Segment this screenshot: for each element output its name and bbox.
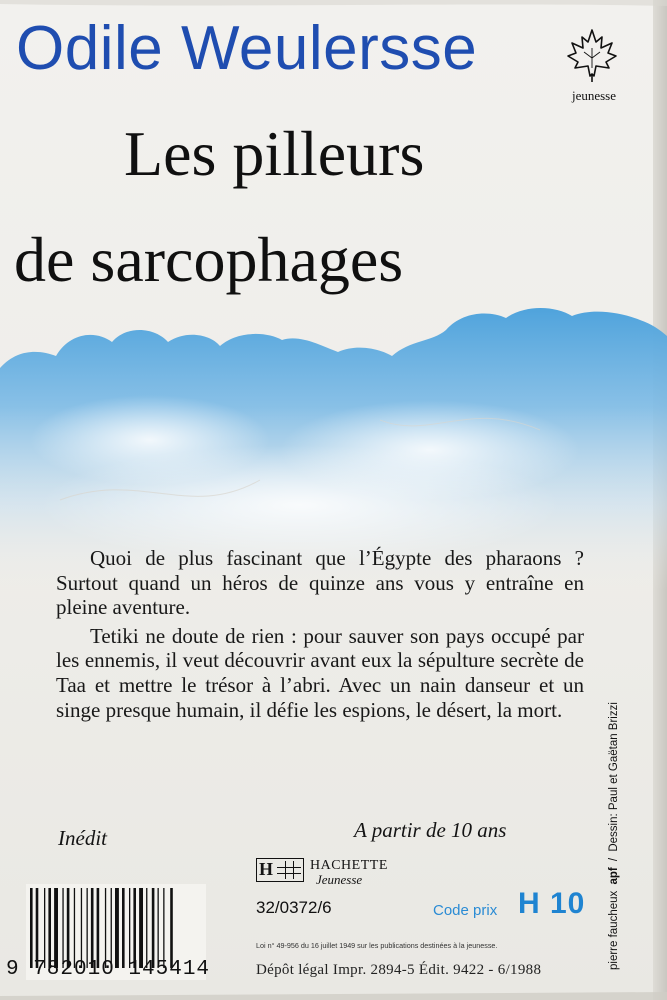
code-prix-label: Code prix	[433, 902, 498, 919]
series-logo	[558, 28, 628, 108]
depot-legal: Dépôt légal Impr. 2894-5 Édit. 9422 - 6/1988	[256, 962, 542, 978]
publisher-name: HACHETTE	[310, 858, 388, 873]
law-notice: Loi n° 49-956 du 16 juillet 1949 sur les publications destinées à la jeunesse.	[256, 941, 498, 950]
inedit-label: Inédit	[58, 826, 107, 850]
book-title-line-2: de sarcophages	[14, 224, 404, 295]
author-name: Odile Weulersse	[16, 14, 478, 83]
blurb-paragraph: Tetiki ne doute de rien : pour sauver son pays occupé par les ennemis, il veut découvrir avant eux la sépulture secrète de Taa et mettre le trésor à l’abri. Avec un nain danseur et un singe presque humain, il défie les espions, le désert, la mort.	[56, 623, 584, 722]
hachette-logo-letter: H	[259, 859, 274, 879]
blurb-paragraph: Quoi de plus fascinant que l’Égypte des pharaons ? Surtout quand un héros de quinze ans vous y entraîne en pleine aventure.	[56, 546, 584, 620]
credit-designer: pierre faucheux	[608, 890, 620, 970]
back-cover-blurb	[56, 546, 584, 722]
code-prix-value: H 10	[518, 887, 586, 920]
publisher-reference: 32/0372/6	[256, 898, 332, 917]
age-range-label: A partir de 10 ans	[354, 818, 507, 842]
sky-cloud-illustration	[0, 290, 667, 590]
hachette-logo-mark	[256, 858, 304, 882]
credit-drawing: Dessin: Paul et Gaëtan Brizzi	[608, 702, 620, 852]
book-title-line-1: Les pilleurs	[124, 118, 425, 189]
credit-studio: apf	[608, 867, 620, 885]
credit-separator: /	[608, 857, 620, 862]
isbn-barcode-digits: 9 782010 145414	[6, 958, 211, 981]
cover-credits	[608, 650, 624, 970]
series-label: jeunesse	[571, 88, 617, 103]
publisher-imprint: Jeunesse	[316, 872, 363, 887]
maple-leaf-icon	[566, 28, 618, 84]
